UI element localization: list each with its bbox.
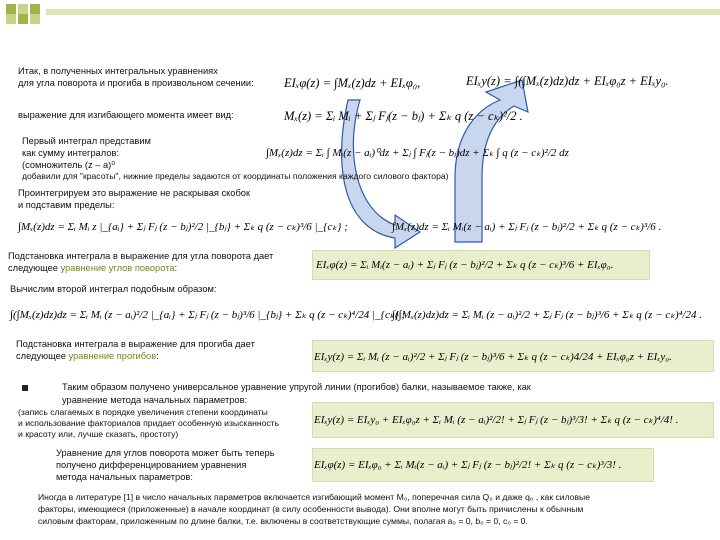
angle-line-2: получено дифференцированием уравнения <box>56 460 247 470</box>
second-integral-text: Вычислим второй интеграл подобным образом: <box>10 284 217 294</box>
note-line-2: и использование факториалов придает особенную изысканность <box>18 418 280 428</box>
formula-second: ∫(∫Mₓ(z)dz)dz = Σᵢ Mᵢ (z − aᵢ)²/2 + Σⱼ Fⱼ (z − bⱼ)³/6 + Σₖ q (z − cₖ)⁴/24 . <box>392 309 702 321</box>
angle-line-3: метода начальных параметров: <box>56 472 193 482</box>
angle-equation-term: уравнение углов поворота <box>60 263 175 273</box>
formula-deflection: EIₓy(z) = Σᵢ Mᵢ (z − aᵢ)²/2 + Σⱼ Fⱼ (z − bⱼ)³/6 + Σₖ q (z − cₖ)4/24 + EIₓφ₀z + EIₓy₀. <box>314 351 672 363</box>
literature-line-2: факторы, имеющиеся (приложенные) в начале координат (в силу особенности вывода). Они вполне могут быть причислены к обычным <box>38 504 584 514</box>
univ-spaced-word: универсальное <box>172 382 239 392</box>
first-integral-3: (сомножитель (z – a)⁰ <box>22 160 115 170</box>
first-integral-2: как сумму интегралов: <box>22 148 120 158</box>
defl-suffix: : <box>156 351 159 361</box>
formula-integrated-limits: ∫Mₓ(z)dz = Σᵢ Mᵢ z |_{aᵢ} + Σⱼ Fⱼ (z − bⱼ)²/2 |_{bⱼ} + Σₖ q (z − cₖ)³/6 |_{cₖ} ; <box>18 221 348 233</box>
formula-theta-integral: EIₓφ(z) = ∫Mₓ(z)dz + EIₓφ₀, <box>284 76 421 90</box>
integrate-line-1: Проинтегрируем это выражение не раскрывая скобок <box>18 188 251 198</box>
intro-line-2: для угла поворота и прогиба в произвольном сечении: <box>18 78 254 88</box>
first-integral-1: Первый интеграл представим <box>22 136 151 146</box>
subst-line-2 <box>8 263 177 275</box>
formula-angle: EIₓφ(z) = EIₓφ₀ + Σᵢ Mᵢ(z − aᵢ) + Σⱼ Fⱼ (z − bⱼ)²/2! + Σₖ q (z − cₖ)³/3! . <box>314 459 622 471</box>
deflection-line-2 <box>16 351 159 363</box>
formula-integrated: ∫Mₓ(z)dz = Σᵢ Mᵢ(z − aᵢ) + Σⱼ Fⱼ (z − bⱼ)²/2 + Σₖ q (z − cₖ)³/6 . <box>392 221 662 233</box>
formula-theta: EIₓφ(z) = Σᵢ Mᵢ(z − aᵢ) + Σⱼ Fⱼ (z − bⱼ)²/2 + Σₖ q (z − cₖ)³/6 + EIₓφ₀. <box>316 259 614 271</box>
deflection-line-1: Подстановка интеграла в выражение для прогиба дает <box>16 339 255 349</box>
square-bullet-icon <box>22 385 28 391</box>
first-integral-4: добавили для "красоты", нижние пределы задаются от координаты положения каждого силового фактора) <box>22 171 449 181</box>
moment-text: выражение для изгибающего момента имеет вид: <box>18 110 234 120</box>
formula-sum-integrals: ∫Mₓ(z)dz = Σᵢ ∫ Mᵢ(z − aᵢ)⁰dz + Σⱼ ∫ Fⱼ(z − bⱼ)dz + Σₖ ∫ q (z − cₖ)²/2 dz <box>266 147 569 159</box>
note-line-3: и красоту или, лучше сказать, простоту) <box>18 429 179 439</box>
subst-prefix: следующее <box>8 263 61 273</box>
deflection-equation-term: уравнение прогибов <box>68 351 157 361</box>
defl-prefix: следующее <box>16 351 69 361</box>
literature-line-3: силовым факторам, приложенным по длине балки, т.е. включены в соответствующие суммы, полагая a₀ = 0, b₀ = 0, c₀ = 0. <box>38 516 528 526</box>
angle-line-1: Уравнение для углов поворота может быть теперь <box>56 448 275 458</box>
formula-y-integral: EIₓy(z) = ∫(∫Mₓ(z)dz)dz + EIₓφ₀z + EIₓy₀. <box>466 74 669 88</box>
note-line-1: (запись слагаемых в порядке увеличения степени координаты <box>18 407 268 417</box>
universal-line-1 <box>62 382 531 394</box>
univ-part-a: Таким образом получено <box>62 382 171 392</box>
literature-line-1: Иногда в литературе [1] в число начальных параметров включается изгибающий момент M₀, поперечная сила Q₀ и даже q₀ , как силовые <box>38 492 590 502</box>
univ-part-c: уравнение упругой линии (прогибов) балки, называемое также, как <box>241 382 531 392</box>
universal-line-2: уравнение метода начальных параметров: <box>62 395 248 405</box>
arrow-up-right <box>455 80 528 242</box>
formula-moment: Mₓ(z) = Σᵢ Mᵢ + Σⱼ Fⱼ(z − bⱼ) + Σₖ q (z − cₖ)²/2 . <box>284 109 523 123</box>
intro-line-1: Итак, в полученных интегральных уравнениях <box>18 66 218 76</box>
integrate-line-2: и подставим пределы: <box>18 200 115 210</box>
subst-suffix: : <box>174 263 178 273</box>
formula-universal: EIₓy(z) = EIₓy₀ + EIₓφ₀z + Σᵢ Mᵢ (z − aᵢ)²/2! + Σⱼ Fⱼ (z − bⱼ)³/3! + Σₖ q (z − cₖ)⁴/4! . <box>314 414 679 426</box>
subst-line-1: Подстановка интеграла в выражение для угла поворота дает <box>8 251 274 261</box>
formula-second-limits: ∫(∫Mₓ(z)dz)dz = Σᵢ Mᵢ (z − aᵢ)²/2 |_{aᵢ} + Σⱼ Fⱼ (z − bⱼ)³/6 |_{bⱼ} + Σₖ q (z − cₖ)⁴/24 |_{cₖ} ; <box>10 309 406 321</box>
